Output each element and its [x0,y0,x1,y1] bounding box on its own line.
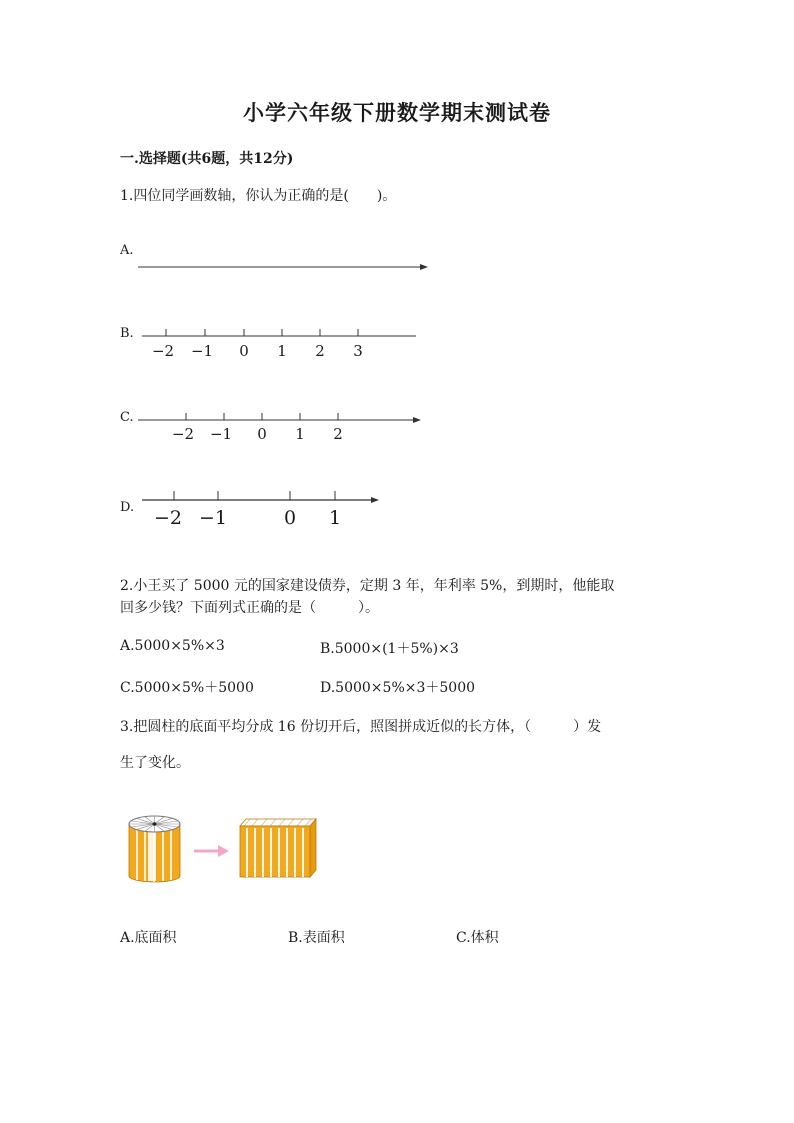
tick-label: −1 [198,507,228,529]
pink-arrow [194,845,229,857]
tick-label: 3 [353,342,363,360]
q1-option-c-label: C. [120,410,134,425]
q2-option-c: C.5000×5%＋5000 [120,680,254,696]
tick-label: −1 [209,425,233,443]
tick-label: 0 [239,342,249,360]
question-3-line-2: 生了变化。 [120,755,190,771]
tick-label: 1 [295,425,305,443]
cuboid [240,819,316,877]
tick-label: 1 [277,342,287,360]
q1-option-a-label: A. [120,243,134,258]
question-3-line-1: 3.把圆柱的底面平均分成 16 份切开后，照图拼成近似的长方体，（ ）发 [120,719,602,735]
cylinder [129,816,180,882]
section-heading: 一.选择题(共6题，共12分) [120,151,294,167]
question-2-line-1: 2.小王买了 5000 元的国家建设债券，定期 3 年，年利率 5%，到期时，他能取 [120,578,615,594]
q2-option-b: B.5000×(1＋5%)×3 [320,641,459,657]
tick-label: −2 [171,425,195,443]
tick-label: 0 [257,425,267,443]
tick-label: 2 [315,342,325,360]
q1-option-d-label: D. [120,500,135,515]
question-2-line-2: 回多少钱？下面列式正确的是（ ）。 [120,600,379,616]
tick-label: 1 [328,507,342,529]
q3-option-a: A.底面积 [120,930,177,946]
tick-label: −2 [151,342,175,360]
tick-label: 0 [283,507,297,529]
question-1-text: 1.四位同学画数轴，你认为正确的是( )。 [120,188,397,204]
tick-label: −1 [190,342,214,360]
q3-option-b: B.表面积 [288,930,345,946]
page-title: 小学六年级下册数学期末测试卷 [243,100,551,125]
q2-option-a: A.5000×5%×3 [120,638,225,654]
tick-label: 2 [333,425,343,443]
q1-option-b-label: B. [120,326,134,341]
q2-option-d: D.5000×5%×3＋5000 [320,680,476,696]
q3-option-c: C.体积 [456,930,499,946]
tick-label: −2 [153,507,183,529]
